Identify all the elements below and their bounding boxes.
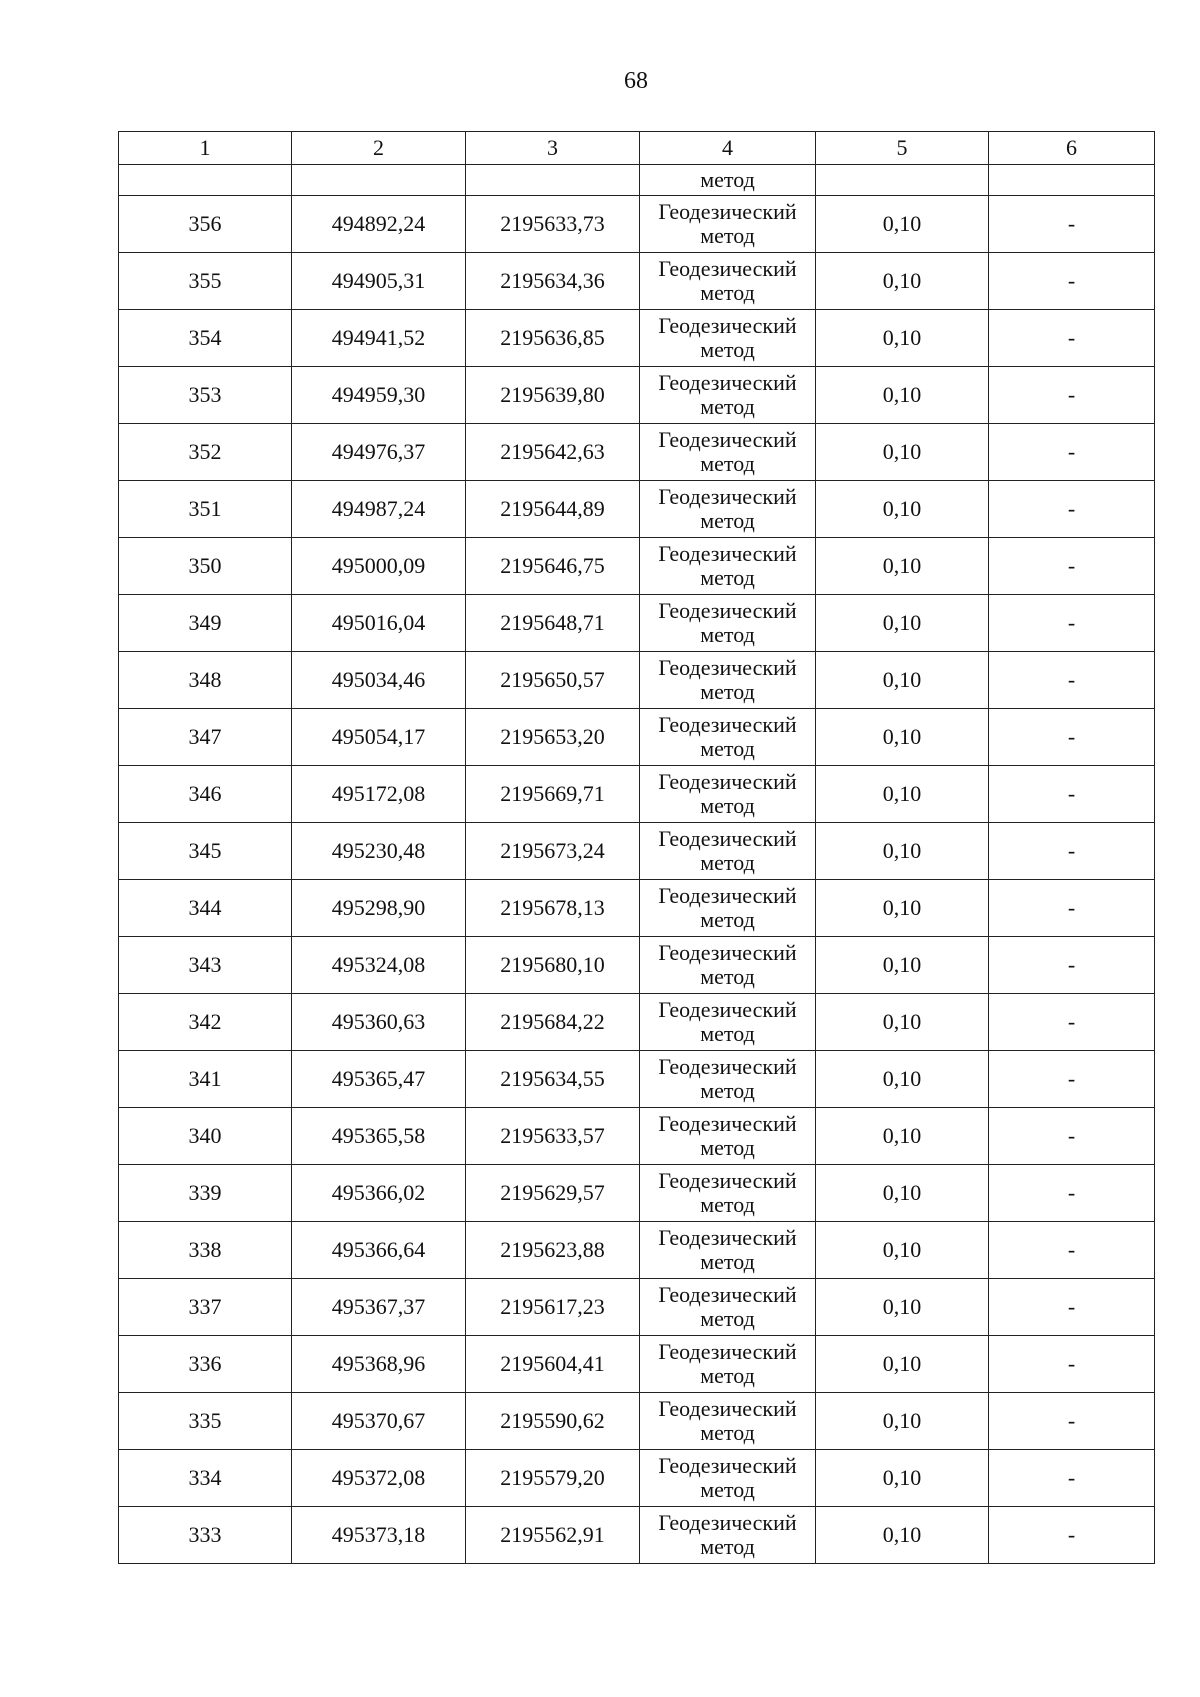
accuracy-cell: 0,10 bbox=[816, 1222, 989, 1279]
method-cell bbox=[640, 937, 816, 994]
note-cell: - bbox=[989, 823, 1155, 880]
method-cell bbox=[640, 709, 816, 766]
x-coordinate-cell: 494987,24 bbox=[292, 481, 466, 538]
x-coordinate-cell: 494959,30 bbox=[292, 367, 466, 424]
continuation-row bbox=[119, 165, 1155, 196]
accuracy-cell: 0,10 bbox=[816, 880, 989, 937]
table-row bbox=[119, 1393, 1155, 1450]
method-line-2: метод bbox=[700, 280, 755, 305]
accuracy-cell: 0,10 bbox=[816, 652, 989, 709]
accuracy-cell: 0,10 bbox=[816, 994, 989, 1051]
accuracy-cell: 0,10 bbox=[816, 367, 989, 424]
table-row bbox=[119, 1222, 1155, 1279]
accuracy-cell: 0,10 bbox=[816, 937, 989, 994]
y-coordinate-cell: 2195604,41 bbox=[466, 1336, 640, 1393]
table-row bbox=[119, 766, 1155, 823]
method-line-2: метод bbox=[700, 1249, 755, 1274]
table-row bbox=[119, 367, 1155, 424]
accuracy-cell: 0,10 bbox=[816, 1336, 989, 1393]
x-coordinate-cell: 495366,02 bbox=[292, 1165, 466, 1222]
method-continuation-cell: метод bbox=[640, 165, 816, 196]
y-coordinate-cell: 2195644,89 bbox=[466, 481, 640, 538]
empty-cell bbox=[466, 165, 640, 196]
table-row bbox=[119, 310, 1155, 367]
method-cell bbox=[640, 880, 816, 937]
empty-cell bbox=[119, 165, 292, 196]
accuracy-cell: 0,10 bbox=[816, 253, 989, 310]
point-number-cell: 352 bbox=[119, 424, 292, 481]
method-line-1: Геодезический bbox=[658, 826, 797, 851]
note-cell: - bbox=[989, 1507, 1155, 1564]
coordinates-table bbox=[118, 131, 1155, 1564]
table-row bbox=[119, 1507, 1155, 1564]
note-cell: - bbox=[989, 1336, 1155, 1393]
accuracy-cell: 0,10 bbox=[816, 1507, 989, 1564]
column-header: 1 bbox=[119, 132, 292, 165]
accuracy-cell: 0,10 bbox=[816, 595, 989, 652]
method-line-2: метод bbox=[700, 1534, 755, 1559]
x-coordinate-cell: 495367,37 bbox=[292, 1279, 466, 1336]
method-line-2: метод bbox=[700, 1477, 755, 1502]
x-coordinate-cell: 495360,63 bbox=[292, 994, 466, 1051]
accuracy-cell: 0,10 bbox=[816, 1450, 989, 1507]
y-coordinate-cell: 2195669,71 bbox=[466, 766, 640, 823]
x-coordinate-cell: 495365,47 bbox=[292, 1051, 466, 1108]
x-coordinate-cell: 494941,52 bbox=[292, 310, 466, 367]
method-line-1: Геодезический bbox=[658, 1510, 797, 1535]
table-row bbox=[119, 1051, 1155, 1108]
note-cell: - bbox=[989, 994, 1155, 1051]
table-row bbox=[119, 481, 1155, 538]
note-cell: - bbox=[989, 766, 1155, 823]
point-number-cell: 338 bbox=[119, 1222, 292, 1279]
method-line-2: метод bbox=[700, 1078, 755, 1103]
note-cell: - bbox=[989, 880, 1155, 937]
table-row bbox=[119, 253, 1155, 310]
point-number-cell: 354 bbox=[119, 310, 292, 367]
method-line-1: Геодезический bbox=[658, 256, 797, 281]
method-line-2: метод bbox=[700, 1420, 755, 1445]
method-line-1: Геодезический bbox=[658, 1282, 797, 1307]
table-row bbox=[119, 538, 1155, 595]
point-number-cell: 334 bbox=[119, 1450, 292, 1507]
method-line-2: метод bbox=[700, 679, 755, 704]
accuracy-cell: 0,10 bbox=[816, 766, 989, 823]
point-number-cell: 341 bbox=[119, 1051, 292, 1108]
method-line-1: Геодезический bbox=[658, 1396, 797, 1421]
x-coordinate-cell: 495370,67 bbox=[292, 1393, 466, 1450]
method-line-2: метод bbox=[700, 337, 755, 362]
empty-cell bbox=[292, 165, 466, 196]
header-row bbox=[119, 132, 1155, 165]
accuracy-cell: 0,10 bbox=[816, 709, 989, 766]
note-cell: - bbox=[989, 538, 1155, 595]
method-line-2: метод bbox=[700, 622, 755, 647]
note-cell: - bbox=[989, 652, 1155, 709]
point-number-cell: 356 bbox=[119, 196, 292, 253]
y-coordinate-cell: 2195650,57 bbox=[466, 652, 640, 709]
point-number-cell: 336 bbox=[119, 1336, 292, 1393]
method-line-1: Геодезический bbox=[658, 655, 797, 680]
method-line-1: Геодезический bbox=[658, 370, 797, 395]
method-cell bbox=[640, 823, 816, 880]
method-line-1: Геодезический bbox=[658, 1054, 797, 1079]
y-coordinate-cell: 2195634,36 bbox=[466, 253, 640, 310]
accuracy-cell: 0,10 bbox=[816, 823, 989, 880]
method-line-2: метод bbox=[700, 793, 755, 818]
note-cell: - bbox=[989, 1279, 1155, 1336]
note-cell: - bbox=[989, 1051, 1155, 1108]
x-coordinate-cell: 495230,48 bbox=[292, 823, 466, 880]
accuracy-cell: 0,10 bbox=[816, 481, 989, 538]
table-row bbox=[119, 595, 1155, 652]
method-line-2: метод bbox=[700, 565, 755, 590]
column-header: 5 bbox=[816, 132, 989, 165]
point-number-cell: 355 bbox=[119, 253, 292, 310]
x-coordinate-cell: 495172,08 bbox=[292, 766, 466, 823]
x-coordinate-cell: 495368,96 bbox=[292, 1336, 466, 1393]
accuracy-cell: 0,10 bbox=[816, 424, 989, 481]
method-line-1: Геодезический bbox=[658, 199, 797, 224]
x-coordinate-cell: 495016,04 bbox=[292, 595, 466, 652]
method-cell bbox=[640, 1336, 816, 1393]
y-coordinate-cell: 2195648,71 bbox=[466, 595, 640, 652]
point-number-cell: 350 bbox=[119, 538, 292, 595]
point-number-cell: 343 bbox=[119, 937, 292, 994]
y-coordinate-cell: 2195623,88 bbox=[466, 1222, 640, 1279]
accuracy-cell: 0,10 bbox=[816, 196, 989, 253]
y-coordinate-cell: 2195642,63 bbox=[466, 424, 640, 481]
point-number-cell: 337 bbox=[119, 1279, 292, 1336]
x-coordinate-cell: 494976,37 bbox=[292, 424, 466, 481]
x-coordinate-cell: 494905,31 bbox=[292, 253, 466, 310]
method-line-2: метод bbox=[700, 1192, 755, 1217]
note-cell: - bbox=[989, 1108, 1155, 1165]
method-line-1: Геодезический bbox=[658, 1168, 797, 1193]
y-coordinate-cell: 2195590,62 bbox=[466, 1393, 640, 1450]
method-cell bbox=[640, 1165, 816, 1222]
table-row bbox=[119, 1336, 1155, 1393]
y-coordinate-cell: 2195633,57 bbox=[466, 1108, 640, 1165]
method-line-2: метод bbox=[700, 964, 755, 989]
accuracy-cell: 0,10 bbox=[816, 310, 989, 367]
point-number-cell: 349 bbox=[119, 595, 292, 652]
column-header: 3 bbox=[466, 132, 640, 165]
method-cell bbox=[640, 310, 816, 367]
method-cell bbox=[640, 766, 816, 823]
accuracy-cell: 0,10 bbox=[816, 1108, 989, 1165]
x-coordinate-cell: 495298,90 bbox=[292, 880, 466, 937]
y-coordinate-cell: 2195633,73 bbox=[466, 196, 640, 253]
x-coordinate-cell: 495366,64 bbox=[292, 1222, 466, 1279]
note-cell: - bbox=[989, 937, 1155, 994]
method-line-2: метод bbox=[700, 394, 755, 419]
x-coordinate-cell: 495365,58 bbox=[292, 1108, 466, 1165]
method-line-1: Геодезический bbox=[658, 997, 797, 1022]
method-cell bbox=[640, 595, 816, 652]
note-cell: - bbox=[989, 1165, 1155, 1222]
table-row bbox=[119, 196, 1155, 253]
y-coordinate-cell: 2195639,80 bbox=[466, 367, 640, 424]
method-line-1: Геодезический bbox=[658, 598, 797, 623]
method-cell bbox=[640, 538, 816, 595]
table-row bbox=[119, 652, 1155, 709]
table-body bbox=[119, 132, 1155, 1564]
y-coordinate-cell: 2195579,20 bbox=[466, 1450, 640, 1507]
point-number-cell: 346 bbox=[119, 766, 292, 823]
accuracy-cell: 0,10 bbox=[816, 1279, 989, 1336]
table-row bbox=[119, 709, 1155, 766]
y-coordinate-cell: 2195636,85 bbox=[466, 310, 640, 367]
method-cell bbox=[640, 994, 816, 1051]
method-line-1: Геодезический bbox=[658, 541, 797, 566]
method-line-2: метод bbox=[700, 508, 755, 533]
method-line-1: Геодезический bbox=[658, 712, 797, 737]
note-cell: - bbox=[989, 1450, 1155, 1507]
method-cell bbox=[640, 481, 816, 538]
point-number-cell: 345 bbox=[119, 823, 292, 880]
point-number-cell: 340 bbox=[119, 1108, 292, 1165]
method-cell bbox=[640, 1279, 816, 1336]
table-row bbox=[119, 880, 1155, 937]
method-line-2: метод bbox=[700, 850, 755, 875]
y-coordinate-cell: 2195562,91 bbox=[466, 1507, 640, 1564]
table-row bbox=[119, 937, 1155, 994]
note-cell: - bbox=[989, 1393, 1155, 1450]
method-line-2: метод bbox=[700, 1363, 755, 1388]
point-number-cell: 348 bbox=[119, 652, 292, 709]
method-cell bbox=[640, 367, 816, 424]
method-line-1: Геодезический bbox=[658, 769, 797, 794]
y-coordinate-cell: 2195678,13 bbox=[466, 880, 640, 937]
method-cell bbox=[640, 196, 816, 253]
note-cell: - bbox=[989, 367, 1155, 424]
empty-cell bbox=[989, 165, 1155, 196]
note-cell: - bbox=[989, 196, 1155, 253]
note-cell: - bbox=[989, 595, 1155, 652]
note-cell: - bbox=[989, 709, 1155, 766]
table-row bbox=[119, 1108, 1155, 1165]
y-coordinate-cell: 2195634,55 bbox=[466, 1051, 640, 1108]
table-row bbox=[119, 823, 1155, 880]
point-number-cell: 347 bbox=[119, 709, 292, 766]
method-line-2: метод bbox=[700, 736, 755, 761]
accuracy-cell: 0,10 bbox=[816, 538, 989, 595]
x-coordinate-cell: 494892,24 bbox=[292, 196, 466, 253]
page-number: 68 bbox=[624, 68, 648, 94]
table-row bbox=[119, 1165, 1155, 1222]
accuracy-cell: 0,10 bbox=[816, 1393, 989, 1450]
y-coordinate-cell: 2195673,24 bbox=[466, 823, 640, 880]
method-cell bbox=[640, 1507, 816, 1564]
method-cell bbox=[640, 1222, 816, 1279]
x-coordinate-cell: 495000,09 bbox=[292, 538, 466, 595]
point-number-cell: 353 bbox=[119, 367, 292, 424]
method-line-1: Геодезический bbox=[658, 883, 797, 908]
method-line-1: Геодезический bbox=[658, 313, 797, 338]
x-coordinate-cell: 495324,08 bbox=[292, 937, 466, 994]
table-row bbox=[119, 424, 1155, 481]
point-number-cell: 344 bbox=[119, 880, 292, 937]
table-row bbox=[119, 1279, 1155, 1336]
method-line-2: метод bbox=[700, 451, 755, 476]
y-coordinate-cell: 2195617,23 bbox=[466, 1279, 640, 1336]
point-number-cell: 351 bbox=[119, 481, 292, 538]
method-cell bbox=[640, 1393, 816, 1450]
method-cell bbox=[640, 1051, 816, 1108]
x-coordinate-cell: 495054,17 bbox=[292, 709, 466, 766]
x-coordinate-cell: 495373,18 bbox=[292, 1507, 466, 1564]
empty-cell bbox=[816, 165, 989, 196]
column-header: 4 bbox=[640, 132, 816, 165]
method-line-2: метод bbox=[700, 1021, 755, 1046]
accuracy-cell: 0,10 bbox=[816, 1165, 989, 1222]
y-coordinate-cell: 2195680,10 bbox=[466, 937, 640, 994]
method-line-1: Геодезический bbox=[658, 1339, 797, 1364]
column-header: 2 bbox=[292, 132, 466, 165]
y-coordinate-cell: 2195653,20 bbox=[466, 709, 640, 766]
note-cell: - bbox=[989, 1222, 1155, 1279]
y-coordinate-cell: 2195684,22 bbox=[466, 994, 640, 1051]
method-line-2: метод bbox=[700, 1135, 755, 1160]
method-line-1: Геодезический bbox=[658, 1111, 797, 1136]
method-cell bbox=[640, 652, 816, 709]
y-coordinate-cell: 2195629,57 bbox=[466, 1165, 640, 1222]
method-line-2: метод bbox=[700, 907, 755, 932]
accuracy-cell: 0,10 bbox=[816, 1051, 989, 1108]
column-header: 6 bbox=[989, 132, 1155, 165]
note-cell: - bbox=[989, 253, 1155, 310]
method-line-1: Геодезический bbox=[658, 1453, 797, 1478]
table-row bbox=[119, 994, 1155, 1051]
method-line-2: метод bbox=[700, 223, 755, 248]
point-number-cell: 333 bbox=[119, 1507, 292, 1564]
method-cell bbox=[640, 1108, 816, 1165]
point-number-cell: 335 bbox=[119, 1393, 292, 1450]
method-line-1: Геодезический bbox=[658, 1225, 797, 1250]
method-cell bbox=[640, 253, 816, 310]
method-cell bbox=[640, 424, 816, 481]
method-line-1: Геодезический bbox=[658, 484, 797, 509]
x-coordinate-cell: 495372,08 bbox=[292, 1450, 466, 1507]
note-cell: - bbox=[989, 310, 1155, 367]
method-line-1: Геодезический bbox=[658, 940, 797, 965]
method-line-2: метод bbox=[700, 1306, 755, 1331]
table-row bbox=[119, 1450, 1155, 1507]
x-coordinate-cell: 495034,46 bbox=[292, 652, 466, 709]
point-number-cell: 339 bbox=[119, 1165, 292, 1222]
note-cell: - bbox=[989, 424, 1155, 481]
method-cell bbox=[640, 1450, 816, 1507]
note-cell: - bbox=[989, 481, 1155, 538]
y-coordinate-cell: 2195646,75 bbox=[466, 538, 640, 595]
point-number-cell: 342 bbox=[119, 994, 292, 1051]
method-line-1: Геодезический bbox=[658, 427, 797, 452]
